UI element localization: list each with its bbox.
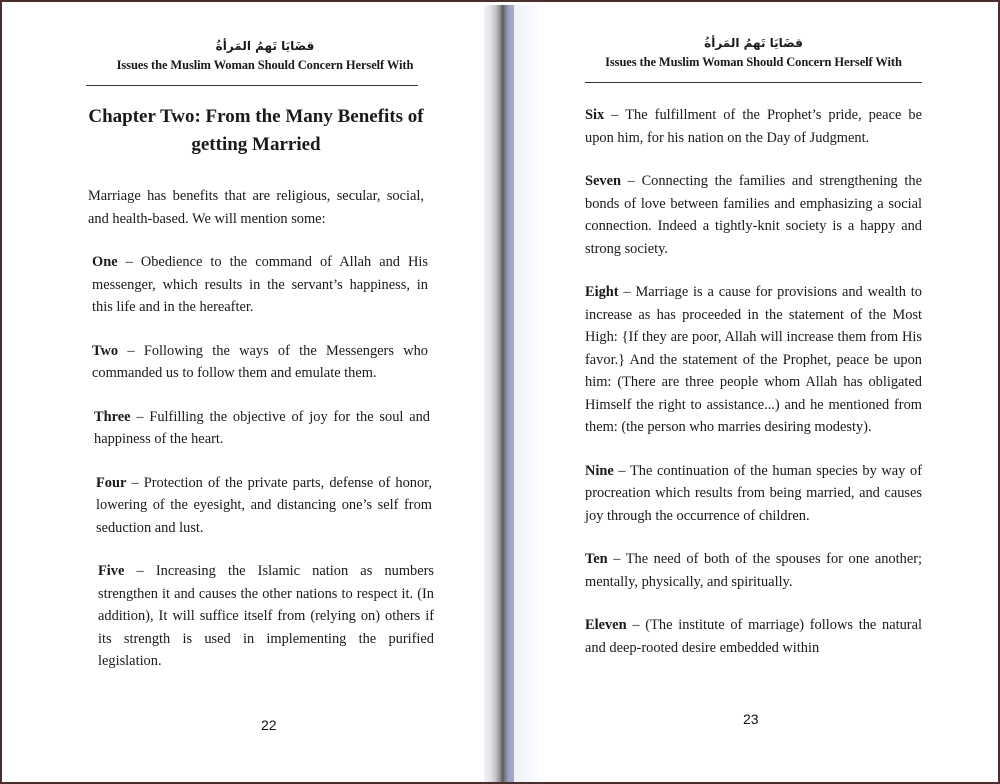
item-label: Ten	[585, 551, 608, 567]
book-title: Issues the Muslim Woman Should Concern Herself With	[605, 55, 902, 69]
arabic-title: قضَايَا تَهمُ المَرأةُ	[215, 39, 315, 53]
item-text: – The need of both of the spouses for one another; mentally, physically, and spiritually.	[585, 551, 922, 590]
list-item	[585, 614, 922, 659]
header-rule	[86, 85, 418, 86]
list-item	[92, 340, 428, 385]
chapter-title-line2: getting Married	[191, 134, 321, 155]
chapter-title	[86, 103, 426, 159]
book-spine	[484, 5, 514, 782]
header-rule	[585, 82, 922, 83]
item-label: Two	[92, 342, 119, 359]
list-item	[98, 560, 434, 673]
item-text: – Protection of the private parts, defense of honor, lowering of the eyesight, and distancing one’s self from seduction and lust.	[96, 474, 432, 536]
item-label: Nine	[585, 462, 614, 479]
item-label: Eleven	[585, 617, 627, 633]
list-item	[92, 251, 428, 319]
right-page	[585, 0, 922, 659]
list-item	[585, 460, 922, 528]
item-label: Three	[94, 408, 131, 425]
item-text: – (The institute of marriage) follows the natural and deep-rooted desire embedded within	[585, 617, 922, 656]
list-item	[585, 281, 922, 439]
running-head-right	[585, 36, 922, 70]
item-label: Four	[96, 474, 127, 491]
list-item	[585, 104, 922, 149]
chapter-title-line1: Chapter Two: From the Many Benefits of	[88, 106, 424, 127]
list-item	[585, 548, 922, 593]
spine-shadow	[514, 5, 544, 782]
running-head-left	[94, 39, 436, 73]
item-label: Five	[98, 563, 125, 579]
list-item	[96, 472, 432, 540]
intro-paragraph: Marriage has benefits that are religious, secular, social, and health-based. We will mention some:	[88, 188, 424, 227]
item-text: – The fulfillment of the Prophet’s pride, peace be upon him, for his nation on the Day of Judgment.	[585, 107, 922, 146]
item-text: – Following the ways of the Messengers who commanded us to follow them and emulate them.	[92, 342, 428, 381]
item-label: One	[92, 254, 118, 270]
item-text: – Marriage is a cause for provisions and wealth to increase as has proceeded in the statement of the Most High: {If they are poor, Allah will increase them from His favor.} And the statement of the Prophet, peace be upon him: (There are three people whom Allah has obligated Himself the right to assistance...) and he mentioned from them: (the person who marries desiring modesty).	[585, 284, 922, 435]
list-item	[585, 170, 922, 260]
item-text: – Obedience to the command of Allah and His messenger, which results in the servant’s happiness, in this life and in the hereafter.	[92, 254, 428, 315]
item-text: – Fulfilling the objective of joy for the soul and happiness of the heart.	[94, 408, 430, 447]
book-title: Issues the Muslim Woman Should Concern Herself With	[116, 58, 414, 72]
arabic-title: قضَايَا تَهمُ المَرأةُ	[704, 36, 803, 50]
page-number-right: 23	[743, 711, 759, 727]
item-text: – Connecting the families and strengthening the bonds of love between families and emphasizing a social connection. Indeed a tightly-knit society is a happy and strong society.	[585, 173, 922, 257]
item-label: Eight	[585, 284, 619, 300]
item-text: – The continuation of the human species by way of procreation which results from being married, and causes joy through the occurrence of children.	[585, 462, 922, 524]
page-number-left: 22	[261, 717, 277, 733]
item-label: Seven	[585, 173, 621, 189]
item-text: – Increasing the Islamic nation as numbers strengthen it and causes the other nations to respect it. (In addition), It will suffice itself from (relying on) others if its strength is used in implementing the purified legislation.	[98, 563, 434, 669]
item-label: Six	[585, 107, 605, 123]
list-item	[94, 406, 430, 451]
left-page	[86, 0, 436, 673]
